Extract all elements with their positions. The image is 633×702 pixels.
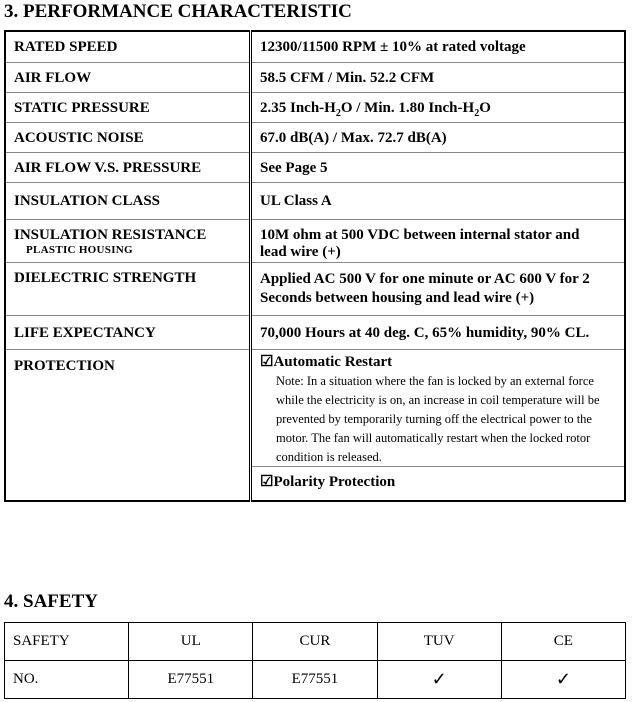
header-cell: CE bbox=[501, 623, 625, 661]
automatic-restart-block bbox=[252, 350, 624, 466]
cell: NO. bbox=[5, 661, 129, 699]
row-value: See Page 5 bbox=[260, 160, 328, 176]
row-label: LIFE EXPECTANCY bbox=[14, 325, 156, 341]
header-cell: SAFETY bbox=[5, 623, 129, 661]
header-cell: UL bbox=[129, 623, 253, 661]
table-row bbox=[5, 63, 625, 93]
row-value: 12300/11500 RPM ± 10% at rated voltage bbox=[260, 39, 526, 55]
cell: E77551 bbox=[253, 661, 377, 699]
row-label: PROTECTION bbox=[14, 358, 115, 374]
header-cell: CUR bbox=[253, 623, 377, 661]
table-row bbox=[5, 263, 625, 316]
safety-table bbox=[4, 622, 626, 699]
row-label: ACOUSTIC NOISE bbox=[14, 130, 144, 146]
row-value: 70,000 Hours at 40 deg. C, 65% humidity, 90% CL. bbox=[260, 325, 590, 341]
row-label: INSULATION RESISTANCE bbox=[14, 227, 207, 243]
row-value: 10M ohm at 500 VDC between internal stator and lead wire (+) bbox=[260, 227, 580, 260]
row-value: 2.35 Inch-$H_2O$ / Min. 1.80 Inch-$H_2O$ bbox=[260, 100, 491, 119]
table-row bbox=[5, 93, 625, 123]
checkmark-icon: ✓ bbox=[501, 661, 625, 699]
row-label: INSULATION CLASS bbox=[14, 193, 161, 209]
table-row bbox=[5, 123, 625, 153]
table-row bbox=[5, 31, 625, 63]
row-value: UL Class A bbox=[260, 193, 332, 209]
row-value: Applied AC 500 V for one minute or AC 600 V for 2 Seconds between housing and lead wire (+) bbox=[260, 271, 590, 306]
checkmark-icon: ✓ bbox=[377, 661, 501, 699]
performance-table bbox=[4, 30, 626, 502]
table-row bbox=[5, 153, 625, 183]
table-row bbox=[5, 661, 626, 699]
row-value: 58.5 CFM / Min. 52.2 CFM bbox=[260, 70, 435, 86]
table-header-row bbox=[5, 623, 626, 661]
protection-note-line: condition is released. bbox=[276, 450, 382, 464]
table-row bbox=[5, 350, 625, 502]
row-label: RATED SPEED bbox=[14, 39, 118, 55]
section-3-title: 3. PERFORMANCE CHARACTERISTIC bbox=[4, 1, 352, 22]
row-sublabel: PLASTIC HOUSING bbox=[26, 244, 133, 256]
polarity-protection-label: Polarity Protection bbox=[273, 474, 396, 490]
table-row bbox=[5, 183, 625, 220]
table-row bbox=[5, 316, 625, 350]
row-label: STATIC PRESSURE bbox=[14, 100, 150, 116]
section-4-title: 4. SAFETY bbox=[4, 591, 98, 612]
row-label: DIELECTRIC STRENGTH bbox=[14, 270, 197, 286]
protection-note-line: prevented by temporarily turning off the electrical power to the bbox=[276, 412, 592, 426]
row-label: AIR FLOW V.S. PRESSURE bbox=[14, 160, 202, 176]
protection-note-line: motor. The fan will automatically restart when the locked rotor bbox=[276, 431, 591, 445]
protection-note-line: Note: In a situation where the fan is locked by an external force bbox=[276, 374, 594, 388]
row-value: 67.0 dB(A) / Max. 72.7 dB(A) bbox=[260, 130, 447, 146]
polarity-protection-block bbox=[252, 466, 624, 499]
cell: E77551 bbox=[129, 661, 253, 699]
protection-note-line: while the electricity is on, an increase in coil temperature will be bbox=[276, 393, 600, 407]
table-row bbox=[5, 220, 625, 263]
checkbox-checked-icon: ☑ bbox=[260, 354, 274, 370]
checkbox-checked-icon: ☑ bbox=[260, 474, 274, 490]
row-label: AIR FLOW bbox=[14, 70, 92, 86]
automatic-restart-label: Automatic Restart bbox=[273, 354, 393, 370]
header-cell: TUV bbox=[377, 623, 501, 661]
